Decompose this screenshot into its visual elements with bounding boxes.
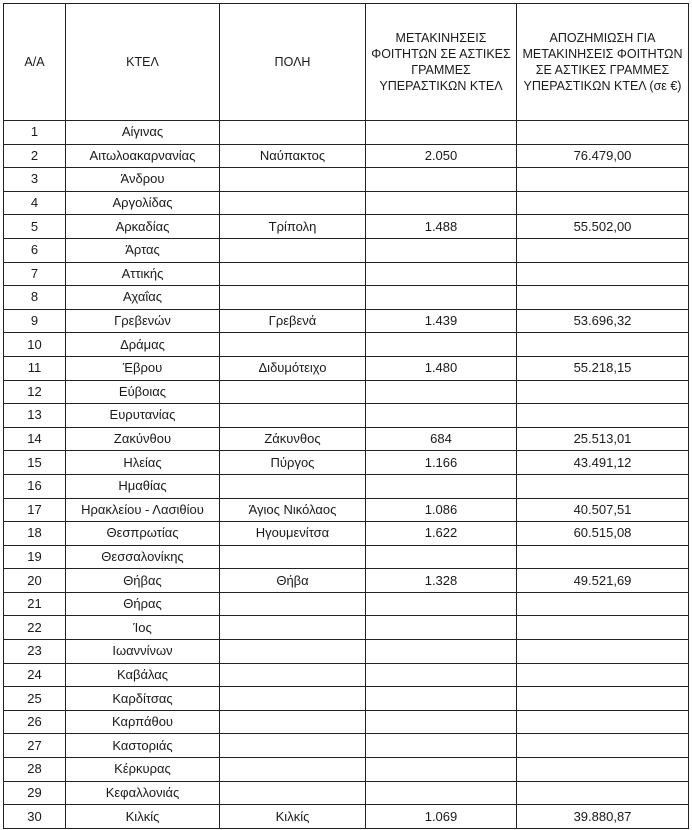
cell-ktel: Άρτας (66, 238, 220, 262)
cell-ktel: Καρδίτσας (66, 687, 220, 711)
cell-poli (220, 168, 366, 192)
cell-apozimiosi (517, 262, 689, 286)
cell-poli (220, 734, 366, 758)
table-row (4, 309, 689, 333)
table-row (4, 687, 689, 711)
header-ktel-label: ΚΤΕΛ (126, 55, 159, 69)
cell-apozimiosi: 55.502,00 (517, 215, 689, 239)
cell-apozimiosi: 55.218,15 (517, 356, 689, 380)
cell-aa: 13 (4, 404, 66, 428)
cell-aa: 9 (4, 309, 66, 333)
cell-metakiniseis (366, 191, 517, 215)
cell-metakiniseis: 1.166 (366, 451, 517, 475)
cell-metakiniseis (366, 545, 517, 569)
cell-poli (220, 333, 366, 357)
cell-metakiniseis (366, 592, 517, 616)
cell-poli (220, 380, 366, 404)
cell-poli (220, 262, 366, 286)
cell-aa: 3 (4, 168, 66, 192)
cell-poli: Άγιος Νικόλαος (220, 498, 366, 522)
table-row (4, 640, 689, 664)
table-row (4, 592, 689, 616)
cell-apozimiosi: 43.491,12 (517, 451, 689, 475)
cell-metakiniseis: 1.086 (366, 498, 517, 522)
table-row (4, 121, 689, 145)
cell-poli (220, 640, 366, 664)
cell-poli (220, 687, 366, 711)
cell-metakiniseis (366, 687, 517, 711)
cell-poli: Ζάκυνθος (220, 427, 366, 451)
cell-aa: 18 (4, 522, 66, 546)
cell-metakiniseis (366, 404, 517, 428)
cell-aa: 29 (4, 781, 66, 805)
cell-ktel: Αίγινας (66, 121, 220, 145)
header-aa-label: Α/Α (24, 55, 45, 69)
cell-metakiniseis: 2.050 (366, 144, 517, 168)
cell-apozimiosi (517, 545, 689, 569)
cell-aa: 7 (4, 262, 66, 286)
cell-aa: 22 (4, 616, 66, 640)
cell-ktel: Κέρκυρας (66, 758, 220, 782)
cell-poli (220, 758, 366, 782)
table-row (4, 569, 689, 593)
cell-metakiniseis: 1.480 (366, 356, 517, 380)
cell-metakiniseis: 1.439 (366, 309, 517, 333)
cell-metakiniseis (366, 734, 517, 758)
header-metakiniseis (366, 4, 517, 121)
cell-ktel: Ίος (66, 616, 220, 640)
header-ktel (66, 4, 220, 121)
cell-aa: 23 (4, 640, 66, 664)
cell-ktel: Καβάλας (66, 663, 220, 687)
cell-metakiniseis: 684 (366, 427, 517, 451)
cell-poli: Θήβα (220, 569, 366, 593)
cell-metakiniseis (366, 238, 517, 262)
header-metakiniseis-label: ΜΕΤΑΚΙΝΗΣΕΙΣ ΦΟΙΤΗΤΩΝ ΣΕ ΑΣΤΙΚΕΣ ΓΡΑΜΜΕΣ ΥΠΕΡΑΣΤΙΚΩΝ ΚΤΕΛ (371, 31, 511, 93)
cell-poli (220, 121, 366, 145)
cell-apozimiosi (517, 168, 689, 192)
cell-ktel: Αρκαδίας (66, 215, 220, 239)
cell-metakiniseis (366, 262, 517, 286)
header-apozimiosi (517, 4, 689, 121)
cell-metakiniseis (366, 616, 517, 640)
table-row (4, 498, 689, 522)
cell-aa: 27 (4, 734, 66, 758)
cell-poli (220, 238, 366, 262)
cell-poli: Ναύπακτος (220, 144, 366, 168)
cell-metakiniseis (366, 333, 517, 357)
cell-apozimiosi: 76.479,00 (517, 144, 689, 168)
cell-apozimiosi: 60.515,08 (517, 522, 689, 546)
table-body (4, 121, 689, 829)
cell-poli (220, 592, 366, 616)
cell-metakiniseis: 1.328 (366, 569, 517, 593)
header-poli (220, 4, 366, 121)
cell-poli (220, 616, 366, 640)
cell-apozimiosi: 49.521,69 (517, 569, 689, 593)
cell-ktel: Αργολίδας (66, 191, 220, 215)
cell-ktel: Κεφαλλονιάς (66, 781, 220, 805)
cell-aa: 21 (4, 592, 66, 616)
table-row (4, 238, 689, 262)
table-row (4, 545, 689, 569)
cell-aa: 28 (4, 758, 66, 782)
cell-apozimiosi (517, 191, 689, 215)
cell-ktel: Καστοριάς (66, 734, 220, 758)
cell-poli (220, 286, 366, 310)
table-row (4, 663, 689, 687)
table-row (4, 451, 689, 475)
cell-apozimiosi (517, 640, 689, 664)
cell-poli: Κιλκίς (220, 805, 366, 829)
cell-aa: 11 (4, 356, 66, 380)
cell-metakiniseis (366, 168, 517, 192)
cell-poli (220, 710, 366, 734)
table-row (4, 474, 689, 498)
header-row (4, 4, 689, 121)
table-row (4, 404, 689, 428)
cell-apozimiosi (517, 592, 689, 616)
table-row (4, 710, 689, 734)
cell-apozimiosi (517, 404, 689, 428)
cell-poli (220, 474, 366, 498)
cell-ktel: Άνδρου (66, 168, 220, 192)
cell-aa: 10 (4, 333, 66, 357)
cell-poli (220, 404, 366, 428)
cell-apozimiosi: 39.880,87 (517, 805, 689, 829)
cell-ktel: Ευρυτανίας (66, 404, 220, 428)
cell-apozimiosi: 40.507,51 (517, 498, 689, 522)
cell-aa: 26 (4, 710, 66, 734)
table-row (4, 781, 689, 805)
cell-aa: 5 (4, 215, 66, 239)
table-row (4, 734, 689, 758)
cell-metakiniseis (366, 781, 517, 805)
header-poli-label: ΠΟΛΗ (274, 55, 311, 69)
cell-metakiniseis (366, 758, 517, 782)
cell-ktel: Κιλκίς (66, 805, 220, 829)
cell-apozimiosi (517, 710, 689, 734)
cell-aa: 15 (4, 451, 66, 475)
cell-poli: Τρίπολη (220, 215, 366, 239)
table-row (4, 168, 689, 192)
table-row (4, 758, 689, 782)
cell-apozimiosi (517, 687, 689, 711)
table-row (4, 215, 689, 239)
cell-aa: 6 (4, 238, 66, 262)
cell-metakiniseis (366, 663, 517, 687)
cell-metakiniseis: 1.488 (366, 215, 517, 239)
cell-ktel: Αχαΐας (66, 286, 220, 310)
cell-aa: 24 (4, 663, 66, 687)
cell-apozimiosi (517, 380, 689, 404)
cell-metakiniseis (366, 640, 517, 664)
cell-ktel: Θήρας (66, 592, 220, 616)
table-row (4, 144, 689, 168)
cell-apozimiosi (517, 734, 689, 758)
cell-apozimiosi (517, 333, 689, 357)
cell-ktel: Καρπάθου (66, 710, 220, 734)
cell-metakiniseis (366, 121, 517, 145)
table-row (4, 805, 689, 829)
cell-metakiniseis: 1.622 (366, 522, 517, 546)
cell-ktel: Ηρακλείου - Λασιθίου (66, 498, 220, 522)
cell-apozimiosi (517, 238, 689, 262)
cell-apozimiosi (517, 663, 689, 687)
cell-aa: 19 (4, 545, 66, 569)
cell-aa: 25 (4, 687, 66, 711)
header-apozimiosi-label: ΑΠΟΖΗΜΙΩΣΗ ΓΙΑ ΜΕΤΑΚΙΝΗΣΕΙΣ ΦΟΙΤΗΤΩΝ ΣΕ ΑΣΤΙΚΕΣ ΓΡΑΜΜΕΣ ΥΠΕΡΑΣΤΙΚΩΝ ΚΤΕΛ (σε €) (522, 31, 683, 93)
cell-ktel: Θεσσαλονίκης (66, 545, 220, 569)
table-row (4, 616, 689, 640)
table-row (4, 333, 689, 357)
cell-metakiniseis (366, 710, 517, 734)
cell-apozimiosi (517, 616, 689, 640)
cell-ktel: Δράμας (66, 333, 220, 357)
cell-ktel: Θεσπρωτίας (66, 522, 220, 546)
cell-apozimiosi (517, 121, 689, 145)
cell-metakiniseis (366, 286, 517, 310)
cell-aa: 1 (4, 121, 66, 145)
cell-aa: 12 (4, 380, 66, 404)
cell-ktel: Αττικής (66, 262, 220, 286)
cell-apozimiosi: 53.696,32 (517, 309, 689, 333)
table-row (4, 286, 689, 310)
table-row (4, 191, 689, 215)
cell-poli (220, 545, 366, 569)
table-row (4, 522, 689, 546)
cell-apozimiosi (517, 781, 689, 805)
cell-ktel: Εύβοιας (66, 380, 220, 404)
cell-ktel: Γρεβενών (66, 309, 220, 333)
cell-poli (220, 663, 366, 687)
table-row (4, 427, 689, 451)
table-row (4, 380, 689, 404)
cell-aa: 8 (4, 286, 66, 310)
cell-metakiniseis: 1.069 (366, 805, 517, 829)
cell-ktel: Ημαθίας (66, 474, 220, 498)
cell-poli (220, 781, 366, 805)
table-header (4, 4, 689, 121)
cell-apozimiosi: 25.513,01 (517, 427, 689, 451)
cell-ktel: Αιτωλοακαρνανίας (66, 144, 220, 168)
cell-ktel: Ιωαννίνων (66, 640, 220, 664)
cell-ktel: Ηλείας (66, 451, 220, 475)
table-row (4, 356, 689, 380)
cell-aa: 20 (4, 569, 66, 593)
cell-ktel: Θήβας (66, 569, 220, 593)
cell-metakiniseis (366, 474, 517, 498)
cell-aa: 16 (4, 474, 66, 498)
cell-aa: 30 (4, 805, 66, 829)
cell-apozimiosi (517, 286, 689, 310)
cell-apozimiosi (517, 758, 689, 782)
student-transport-table (3, 3, 689, 829)
cell-poli: Ηγουμενίτσα (220, 522, 366, 546)
cell-aa: 2 (4, 144, 66, 168)
cell-apozimiosi (517, 474, 689, 498)
cell-aa: 17 (4, 498, 66, 522)
cell-poli: Πύργος (220, 451, 366, 475)
header-aa (4, 4, 66, 121)
cell-poli: Διδυμότειχο (220, 356, 366, 380)
cell-aa: 4 (4, 191, 66, 215)
cell-aa: 14 (4, 427, 66, 451)
cell-metakiniseis (366, 380, 517, 404)
cell-poli (220, 191, 366, 215)
cell-ktel: Έβρου (66, 356, 220, 380)
cell-poli: Γρεβενά (220, 309, 366, 333)
table-row (4, 262, 689, 286)
cell-ktel: Ζακύνθου (66, 427, 220, 451)
